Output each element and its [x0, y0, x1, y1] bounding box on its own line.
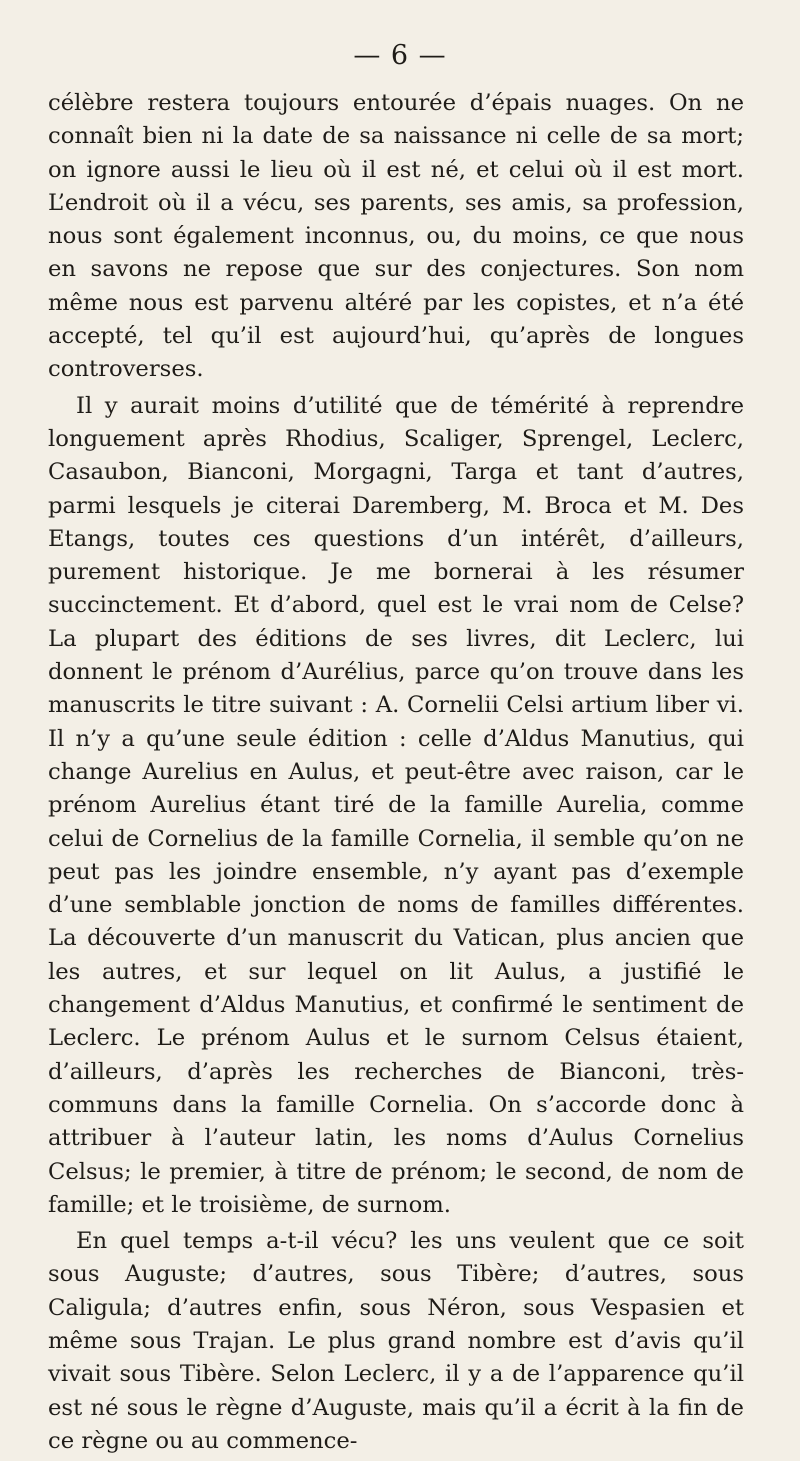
- paragraph-1: célèbre restera toujours entourée d’épais nuages. On ne connaît bien ni la date de sa naissance ni celle de sa mort; on ignore aussi le lieu où il est né, et celui où il est mort. L’endroit où il a vécu, ses parents, ses amis, sa profession, nous sont également inconnus, ou, du moins, ce que nous en savons ne repose que sur des conjectures. Son nom même nous est parvenu altéré par les copistes, et n’a été accepté, tel qu’il est aujourd’hui, qu’après de longues controverses.: [48, 90, 744, 383]
- page-number: — 6 —: [353, 40, 447, 71]
- paragraph-3: En quel temps a-t-il vécu? les uns veulent que ce soit sous Auguste; d’autres, sous Tibère; d’autres, sous Caligula; d’autres enfin, sous Néron, sous Vespasien et même sous Trajan. Le plus grand nombre est d’avis qu’il vivait sous Tibère. Selon Leclerc, il y a de l’apparence qu’il est né sous le règne d’Auguste, mais qu’il a écrit à la fin de ce règne ou au commence-: [48, 1228, 744, 1454]
- page-body: [48, 87, 744, 1461]
- paragraph-2: Il y aurait moins d’utilité que de témérité à reprendre longuement après Rhodius, Scaliger, Sprengel, Leclerc, Casaubon, Bianconi, Morgagni, Targa et tant d’autres, parmi lesquels je citerai Daremberg, M. Broca et M. Des Etangs, toutes ces questions d’un intérêt, d’ailleurs, purement historique. Je me bornerai à les résumer succinctement. Et d’abord, quel est le vrai nom de Celse? La plupart des éditions de ses livres, dit Leclerc, lui donnent le prénom d’Aurélius, parce qu’on trouve dans les manuscrits le titre suivant : A. Cornelii Celsi artium liber vi. Il n’y a qu’une seule édition : celle d’Aldus Manutius, qui change Aurelius en Aulus, et peut-être avec raison, car le prénom Aurelius étant tiré de la famille Aurelia, comme celui de Cornelius de la famille Cornelia, il semble qu’on ne peut pas les joindre ensemble, n’y ayant pas d’exemple d’une semblable jonction de noms de familles différentes. La découverte d’un manuscrit du Vatican, plus ancien que les autres, et sur lequel on lit Aulus, a justifié le changement d’Aldus Manutius, et confirmé le sentiment de Leclerc. Le prénom Aulus et le surnom Celsus étaient, d’ailleurs, d’après les recherches de Bianconi, très-communs dans la famille Cornelia. On s’accorde donc à attribuer à l’auteur latin, les noms d’Aulus Cornelius Celsus; le premier, à titre de prénom; le second, de nom de famille; et le troisième, de surnom.: [48, 392, 744, 1218]
